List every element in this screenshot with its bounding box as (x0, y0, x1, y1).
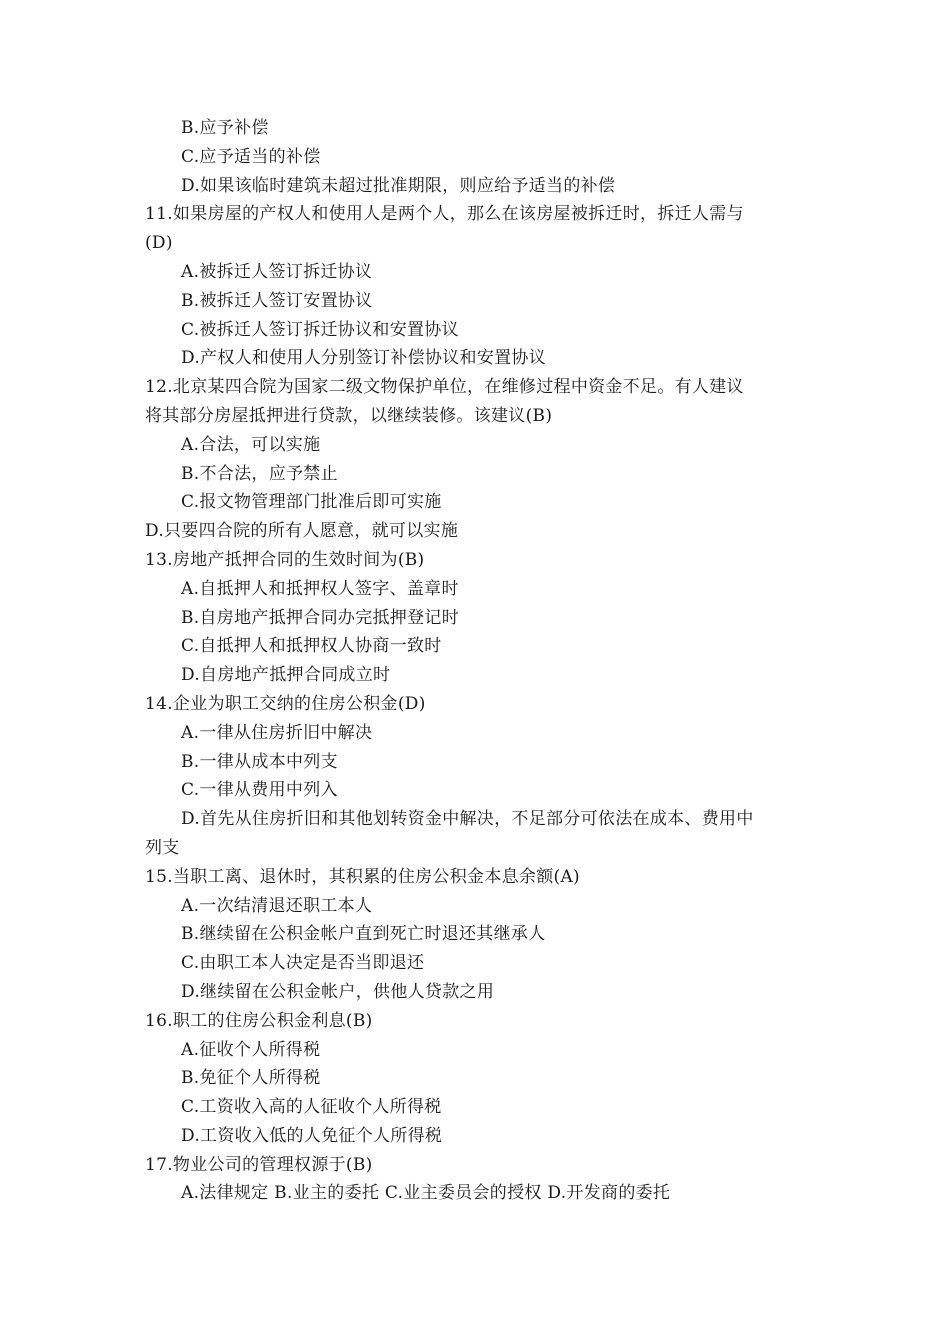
text-line: B.不合法，应予禁止 (181, 463, 338, 484)
text-line: A.法律规定 B.业主的委托 C.业主委员会的授权 D.开发商的委托 (181, 1183, 671, 1204)
text-line: 16.职工的住房公积金利息(B) (145, 1010, 373, 1031)
text-line: A.一律从住房折旧中解决 (181, 722, 373, 743)
text-line: D.自房地产抵押合同成立时 (181, 665, 391, 686)
text-line: A.征收个人所得税 (181, 1039, 321, 1060)
text-line: A.合法，可以实施 (181, 434, 321, 455)
text-line: 将其部分房屋抵押进行贷款，以继续装修。该建议(B) (145, 405, 553, 426)
text-line: 15.当职工离、退休时，其积累的住房公积金本息余额(A) (145, 866, 580, 887)
text-line: B.自房地产抵押合同办完抵押登记时 (181, 607, 459, 628)
text-line: C.被拆迁人签订拆迁协议和安置协议 (181, 319, 459, 340)
text-line: 11.如果房屋的产权人和使用人是两个人，那么在该房屋被拆迁时，拆迁人需与 (145, 204, 744, 225)
text-line: D.如果该临时建筑未超过批准期限，则应给予适当的补偿 (181, 175, 616, 196)
text-line: C.工资收入高的人征收个人所得税 (181, 1097, 442, 1118)
text-line: A.被拆迁人签订拆迁协议 (181, 261, 373, 282)
text-line: A.自抵押人和抵押权人签字、盖章时 (181, 578, 459, 599)
text-line: B.一律从成本中列支 (181, 751, 338, 772)
text-line: D.首先从住房折旧和其他划转资金中解决，不足部分可依法在成本、费用中 (181, 809, 754, 830)
text-line: D.继续留在公积金帐户，供他人贷款之用 (181, 981, 495, 1002)
text-line: C.报文物管理部门批准后即可实施 (181, 492, 442, 513)
text-line: C.应予适当的补偿 (181, 146, 321, 167)
text-line: B.继续留在公积金帐户直到死亡时退还其继承人 (181, 924, 546, 945)
text-line: B.应予补偿 (181, 118, 269, 138)
text-line: 列支 (145, 837, 180, 858)
text-line: C.由职工本人决定是否当即退还 (181, 953, 425, 974)
text-line: B.免征个人所得税 (181, 1068, 321, 1089)
text-line: 14.企业为职工交纳的住房公积金(D) (145, 693, 426, 714)
text-line: 13.房地产抵押合同的生效时间为(B) (145, 549, 425, 570)
document-body (145, 114, 810, 1208)
text-line: D.工资收入低的人免征个人所得税 (181, 1125, 443, 1146)
text-line: A.一次结清退还职工本人 (181, 895, 373, 916)
text-line: 17.物业公司的管理权源于(B) (145, 1154, 373, 1175)
text-line: C.自抵押人和抵押权人协商一致时 (181, 636, 442, 657)
text-line: C.一律从费用中列入 (181, 780, 338, 801)
text-line: B.被拆迁人签订安置协议 (181, 290, 373, 311)
text-line: D.只要四合院的所有人愿意，就可以实施 (145, 521, 459, 542)
text-line: (D) (145, 233, 173, 254)
text-line: 12.北京某四合院为国家二级文物保护单位，在维修过程中资金不足。有人建议 (145, 377, 744, 398)
text-line: D.产权人和使用人分别签订补偿协议和安置协议 (181, 348, 547, 369)
